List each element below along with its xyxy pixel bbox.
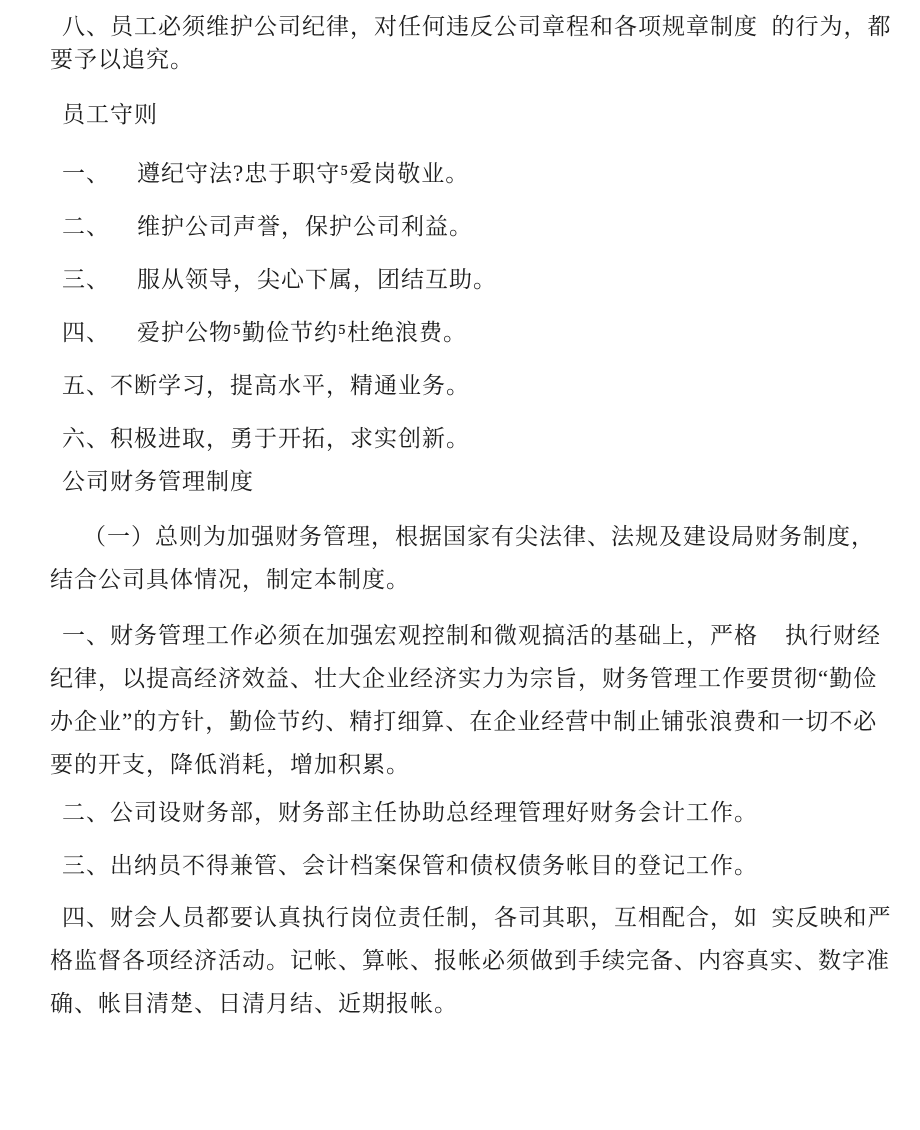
rule-item-4: 四、 爱护公物⁵勤俭节约⁵杜绝浪费。	[62, 320, 468, 345]
finance-item-1: 一、财务管理工作必须在加强宏观控制和微观搞活的基础上，严格 执行财经纪律，以提高经济效益、壮大企业经济实力为宗旨，财务管理工作要贯彻“勤俭办企业”的方针，勤俭节约、精打细算、在企业经营中制止铺张浪费和一切不必要的开支，降低消耗，增加积累。	[50, 623, 881, 777]
rule-item-3: 三、 服从领导，尖心下属，团结互助。	[62, 267, 497, 292]
finance-item-4: 四、财会人员都要认真执行岗位责任制，各司其职，互相配合，如 实反映和严格监督各项经济活动。记帐、算帐、报帐必须做到手续完备、内容真实、数字准确、帐目清楚、日清月结、近期报帐。	[50, 905, 892, 1016]
rule-item-5: 五、不断学习，提高水平，精通业务。	[62, 373, 470, 398]
finance-general-provision: （一）总则为加强财务管理，根据国家有尖法律、法规及建设局财务制度，结合公司具体情况，制定本制度。	[50, 524, 875, 592]
rule-item-6: 六、积极进取，勇于开拓，求实创新。	[62, 426, 470, 451]
finance-item-3: 三、出纳员不得兼管、会计档案保管和债权债务帐目的登记工作。	[62, 853, 758, 878]
heading-employee-rules: 员工守则	[62, 102, 158, 127]
heading-finance-system: 公司财务管理制度	[62, 469, 254, 494]
finance-item-2: 二、公司设财务部，财务部主任协助总经理管理好财务会计工作。	[62, 800, 758, 825]
rule-item-1: 一、 遵纪守法?忠于职守⁵爱岗敬业。	[62, 161, 470, 186]
paragraph-discipline-8: 八、员工必须维护公司纪律，对任何违反公司章程和各项规章制度 的行为，都要予以追究。	[50, 14, 892, 72]
rule-item-2: 二、 维护公司声誉，保护公司利益。	[62, 214, 473, 239]
